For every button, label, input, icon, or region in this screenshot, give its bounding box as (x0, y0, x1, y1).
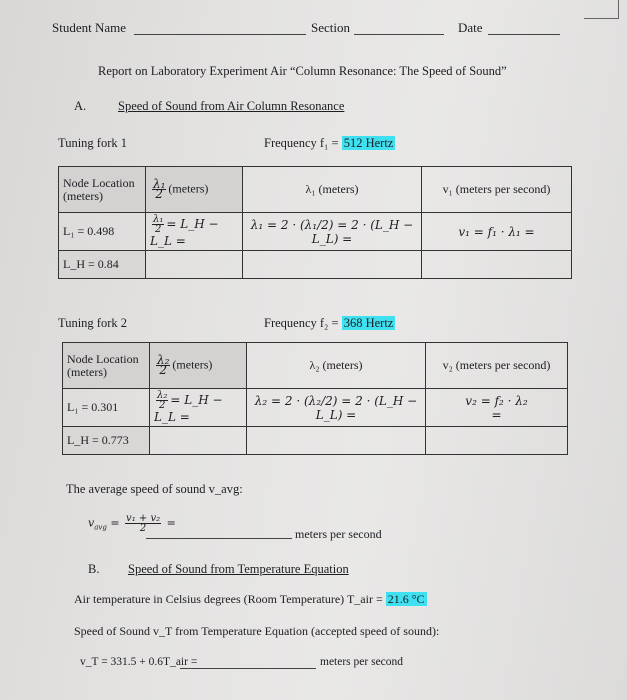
col-speed: v₂ (meters per second) (426, 343, 568, 389)
table-row (63, 389, 568, 427)
half-wavelength-formula: $\frac{\text{λ₁}}{2}$ = L_H − L_L = (146, 213, 243, 251)
col-half-wavelength: $\frac{\text{λ₂}}{2}$ (meters) (150, 343, 247, 389)
student-name-label: Student Name (52, 20, 127, 35)
empty-cell[interactable] (243, 251, 422, 279)
lambda-formula-text: = 2 · (λ₂/2) = 2 · (L_H − L_L) = (271, 393, 418, 422)
empty-cell[interactable] (150, 427, 247, 455)
half-formula-text: = L_H − L_L = (150, 217, 219, 248)
date-field[interactable] (488, 34, 560, 35)
col-node-location: Node Location (meters) (59, 167, 146, 213)
student-name-field[interactable] (134, 34, 306, 35)
table-row (59, 251, 572, 279)
fork2-frequency (264, 316, 395, 331)
upper-node-value: L_H = 0.773 (63, 427, 150, 455)
col-half-units: (meters) (172, 357, 213, 372)
air-temp-value: 21.6 °C (387, 592, 425, 606)
air-temp-row (74, 592, 427, 607)
part-a-title: Speed of Sound from Air Column Resonance (118, 99, 345, 113)
empty-cell[interactable] (426, 427, 568, 455)
fork2-table (62, 342, 568, 455)
wavelength-formula: λ₁ = 2 · (λ₁/2) = 2 · (L_H − L_L) = (243, 213, 422, 251)
air-temp-label: Air temperature in Celsius degrees (Room Temperature) T_air = (74, 592, 383, 606)
speed-formula-eq: = (491, 407, 502, 422)
temperature-units: meters per second (320, 656, 404, 668)
table-header-row (59, 167, 572, 213)
col-wavelength: λ₂ (meters) (247, 343, 426, 389)
fork1-table (58, 166, 572, 279)
table-row (63, 427, 568, 455)
col-speed: v₁ (meters per second) (422, 167, 572, 213)
average-formula: $v_{avg}$ = $\frac{\text{v₁ + v₂}}{2}$ = (88, 513, 176, 534)
date-label: Date (458, 20, 483, 35)
average-answer-field[interactable] (146, 538, 292, 539)
col-node-location: Node Location (meters) (63, 343, 150, 389)
empty-cell[interactable] (146, 251, 243, 279)
fork1-label: Tuning fork 1 (58, 136, 127, 150)
lower-node-value: L₁ = 0.498 (59, 213, 146, 251)
lambda-formula-text: = 2 · (λ₁/2) = 2 · (L_H − L_L) = (267, 217, 414, 246)
report-title: Report on Laboratory Experiment Air “Column Resonance: The Speed of Sound” (98, 64, 507, 78)
col-half-wavelength: $\frac{\text{λ₁}}{2}$ (meters) (146, 167, 243, 213)
col-wavelength: λ₁ (meters) (243, 167, 422, 213)
fork1-frequency-value: 512 Hertz (343, 136, 394, 150)
section-label: Section (311, 20, 350, 35)
temperature-formula: v_T = 331.5 + 0.6T_air = (80, 656, 198, 668)
part-b-title: Speed of Sound from Temperature Equation (128, 562, 349, 576)
temperature-answer-field[interactable] (180, 668, 316, 669)
speed-formula-text: v₂ = f₂ · λ₂ (465, 393, 528, 408)
half-formula-text: = L_H − L_L = (154, 393, 223, 424)
fork2-label: Tuning fork 2 (58, 316, 127, 330)
speed-label: Speed of Sound v_T from Temperature Equation (accepted speed of sound): (74, 624, 440, 638)
empty-cell[interactable] (422, 251, 572, 279)
fork1-frequency (264, 136, 395, 151)
wavelength-formula: λ₂ = 2 · (λ₂/2) = 2 · (L_H − L_L) = (247, 389, 426, 427)
average-label: The average speed of sound v_avg: (66, 482, 243, 496)
upper-node-value: L_H = 0.84 (59, 251, 146, 279)
empty-cell[interactable] (247, 427, 426, 455)
table-row (59, 213, 572, 251)
fork1-frequency-label: Frequency f₁ = (264, 136, 339, 150)
average-units: meters per second (295, 527, 382, 541)
fork2-frequency-value: 368 Hertz (343, 316, 394, 330)
part-a-letter: A. (74, 99, 87, 113)
page-corner-mark (584, 0, 619, 19)
col-half-units: (meters) (168, 181, 209, 196)
part-b-letter: B. (88, 562, 100, 576)
fork2-frequency-label: Frequency f₂ = (264, 316, 339, 330)
lower-node-value: L₁ = 0.301 (63, 389, 150, 427)
speed-formula (426, 389, 568, 427)
speed-formula: v₁ = f₁ · λ₁ = (422, 213, 572, 251)
half-wavelength-formula: $\frac{\text{λ₂}}{2}$ = L_H − L_L = (150, 389, 247, 427)
table-header-row (63, 343, 568, 389)
section-field[interactable] (354, 34, 444, 35)
